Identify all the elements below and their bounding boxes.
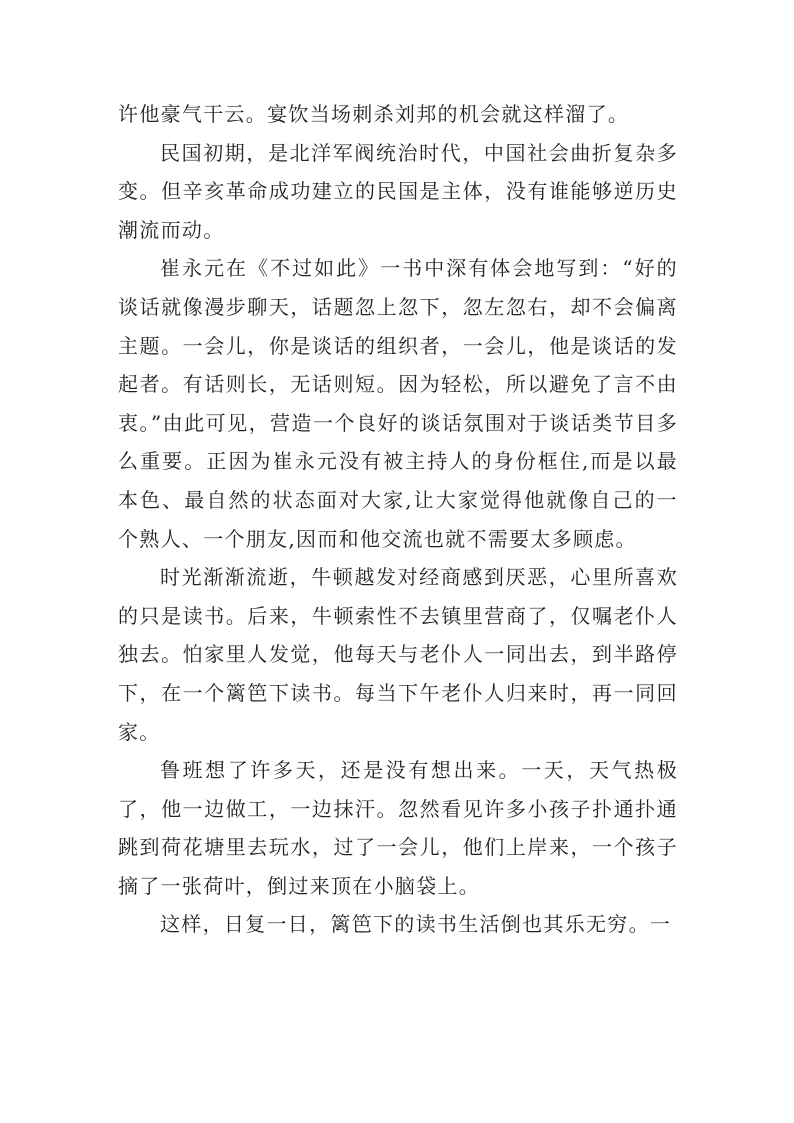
paragraph-continuation: 许他豪气干云。宴饮当场刺杀刘邦的机会就这样溜了。 — [118, 102, 630, 126]
paragraph-daily-reading: 这样，日复一日，篱笆下的读书生活倒也其乐无穷。一 — [160, 912, 672, 937]
paragraph-newton-reading: 时光渐渐流逝，牛顿越发对经商感到厌恶，心里所喜欢的只是读书。后来，牛顿索性不去镇里营商了，仅嘱老仆人独去。怕家里人发觉，他每天与老仆人一同出去，到半路停下，在一个篱笆下读书。每当下午老仆人归来时，再一同回家。 — [118, 565, 678, 744]
paragraph-republic-era: 民国初期，是北洋军阀统治时代，中国社会曲折复杂多变。但辛亥革命成功建立的民国是主体，没有谁能够逆历史潮流而动。 — [118, 140, 678, 242]
paragraph-cui-yongyuan: 崔永元在《不过如此》一书中深有体会地写到：“好的谈话就像漫步聊天，话题忽上忽下，忽左忽右，却不会偏离主题。一会儿，你是谈话的组织者，一会儿，他是谈话的发起者。有话则长，无话则短。因为轻松，所以避免了言不由衷。”由此可见，营造一个良好的谈话氛围对于谈话类节目多么重要。正因为崔永元没有被主持人的身份框住,而是以最本色、最自然的状态面对大家,让大家觉得他就像自己的一个熟人、一个朋友,因而和他交流也就不需要太多顾虑。 — [118, 256, 678, 551]
paragraph-lu-ban: 鲁班想了许多天，还是没有想出来。一天，天气热极了，他一边做工，一边抹汗。忽然看见许多小孩子扑通扑通跳到荷花塘里去玩水，过了一会儿，他们上岸来，一个孩子摘了一张荷叶，倒过来顶在小脑袋上。 — [118, 758, 678, 898]
document-body — [118, 95, 678, 944]
